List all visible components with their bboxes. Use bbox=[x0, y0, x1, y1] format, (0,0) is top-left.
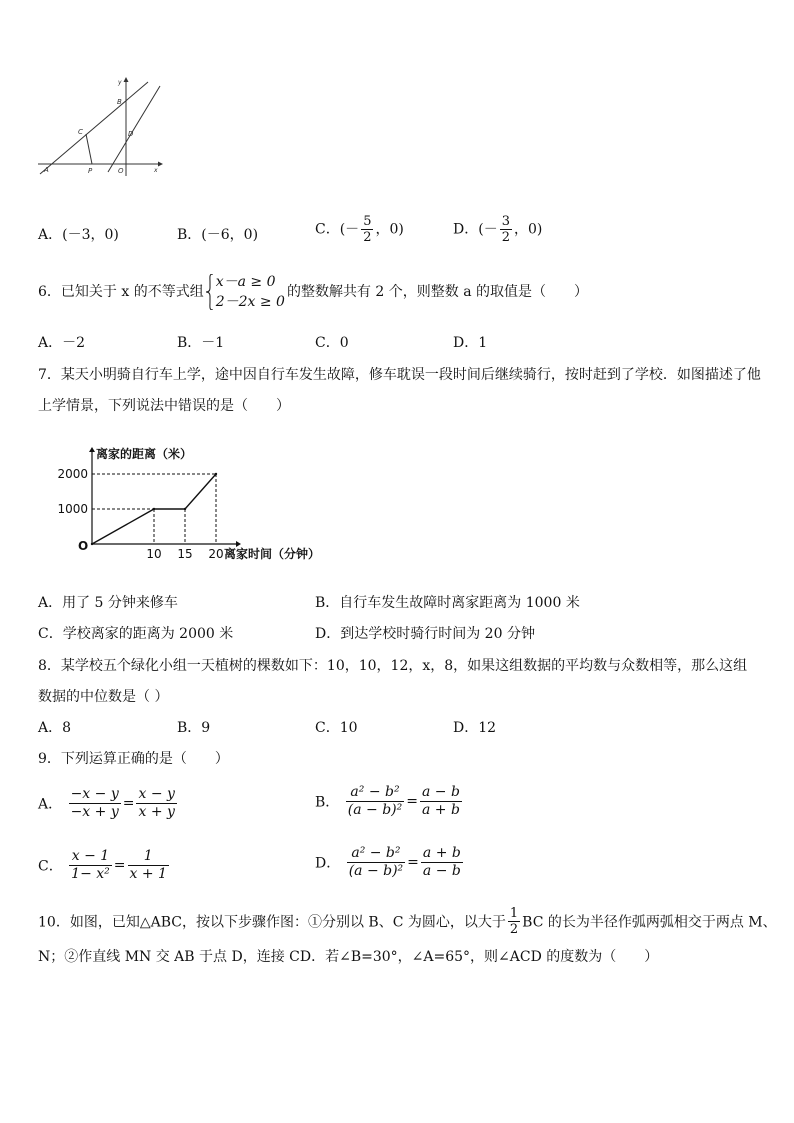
q9-option-b-den-left: (a − b)² bbox=[347, 802, 403, 818]
q6-option-b[interactable]: B．－1 bbox=[177, 335, 225, 351]
coordinate-figure bbox=[36, 76, 168, 180]
q8-option-d[interactable]: D．12 bbox=[453, 720, 497, 736]
q9-option-c-den-left: 1− x² bbox=[71, 866, 110, 882]
q9-option-c[interactable] bbox=[38, 848, 171, 883]
q6-stem bbox=[38, 272, 588, 312]
label-c: C bbox=[78, 128, 83, 136]
q9-option-a-num-right: x − y bbox=[138, 786, 175, 802]
q5-option-d-letter: D． bbox=[453, 221, 479, 238]
line-ab bbox=[40, 82, 148, 174]
q6-ineq-2: 2－2x ≥ 0 bbox=[215, 294, 285, 310]
q9-option-a-eq: = bbox=[122, 795, 135, 812]
q9-option-b-fraction-left bbox=[346, 784, 404, 819]
q10-den: 2 bbox=[509, 922, 519, 937]
q5-option-a[interactable] bbox=[38, 224, 119, 244]
chart-x-label: 离家时间（分钟） bbox=[224, 547, 321, 561]
chart-ytick-1000: 1000 bbox=[57, 502, 88, 516]
q9-option-d-den-left: (a − b)² bbox=[348, 863, 404, 879]
q5-option-d-fraction bbox=[500, 214, 512, 245]
q6-post: 的整数解共有 2 个，则整数 a 的取值是（ ） bbox=[286, 284, 589, 300]
q9-option-b-letter: B． bbox=[315, 794, 340, 811]
q5-option-d-num: 3 bbox=[501, 214, 510, 229]
label-d: D bbox=[128, 130, 134, 138]
q5-option-b-letter: B． bbox=[177, 227, 202, 243]
q9-option-b-num-left: a² − b² bbox=[346, 784, 404, 802]
q7-stem-line-1: 7．某天小明骑自行车上学，途中因自行车发生故障，修车耽误一段时间后继续骑行，按时赶到了学校．如图描述了他 bbox=[38, 367, 761, 383]
chart-xtick-20: 20 bbox=[208, 547, 224, 561]
q9-option-c-num-right: 1 bbox=[128, 848, 169, 866]
q6-ineq-1: x－a ≥ 0 bbox=[215, 274, 276, 290]
q9-option-d-letter: D． bbox=[315, 855, 341, 872]
q5-option-c-fraction bbox=[361, 214, 373, 245]
q5-option-d[interactable] bbox=[453, 214, 542, 245]
q9-option-d-den-right: a − b bbox=[422, 863, 461, 879]
q5-option-d-post: ，0) bbox=[513, 221, 543, 238]
q8-stem-line-2: 数据的中位数是（ ） bbox=[38, 689, 169, 705]
q7-option-c[interactable]: C．学校离家的距离为 2000 米 bbox=[38, 626, 234, 642]
q9-option-a-letter: A． bbox=[38, 796, 63, 813]
q5-option-c-den: 2 bbox=[363, 230, 372, 245]
q10-pre: 10．如图，已知△ABC，按以下步骤作图：①分别以 B、C 为圆心，以大于 bbox=[38, 914, 506, 931]
q9-option-a-fraction-left bbox=[69, 786, 121, 821]
q9-option-b-fraction-right bbox=[420, 784, 462, 819]
q5-option-c[interactable] bbox=[315, 214, 404, 245]
chart-xtick-10: 10 bbox=[146, 547, 162, 561]
label-b: B bbox=[117, 98, 122, 106]
label-o: O bbox=[118, 167, 124, 175]
q9-option-c-eq: = bbox=[113, 857, 126, 874]
chart-point-20 bbox=[215, 473, 217, 475]
q9-option-c-letter: C． bbox=[38, 858, 63, 875]
q5-option-c-letter: C． bbox=[315, 221, 340, 238]
q5-option-a-text: (－3，0) bbox=[62, 227, 119, 243]
distance-time-chart bbox=[40, 440, 350, 568]
q10-stem-line-1 bbox=[38, 906, 777, 937]
q6-inequality-system bbox=[206, 272, 285, 312]
q5-option-c-post: ，0) bbox=[375, 221, 404, 238]
q6-option-c[interactable]: C．0 bbox=[315, 335, 349, 351]
q9-option-d-fraction-right bbox=[421, 845, 463, 880]
q7-option-b[interactable]: B．自行车发生故障时离家距离为 1000 米 bbox=[315, 595, 580, 611]
q7-option-d[interactable]: D．到达学校时骑行时间为 20 分钟 bbox=[315, 626, 535, 642]
q9-option-a-den-right: x + y bbox=[138, 804, 175, 820]
q10-post: BC 的长为半径作弧两弧相交于两点 M、 bbox=[522, 914, 777, 931]
q8-option-b[interactable]: B．9 bbox=[177, 720, 211, 736]
chart-y-label: 离家的距离（米） bbox=[96, 447, 193, 461]
q9-option-d-fraction-left bbox=[347, 845, 405, 880]
q9-option-a-fraction-right bbox=[136, 786, 176, 821]
q5-option-d-den: 2 bbox=[501, 230, 510, 245]
chart-y-axis-arrow bbox=[89, 447, 95, 452]
q10-num: 1 bbox=[509, 906, 519, 921]
q6-option-a[interactable]: A．－2 bbox=[38, 335, 86, 351]
q5-option-b[interactable] bbox=[177, 224, 258, 244]
chart-point-15 bbox=[184, 508, 186, 510]
q10-fraction bbox=[508, 906, 520, 937]
q9-option-b-den-right: a + b bbox=[421, 802, 460, 818]
q7-stem-line-2: 上学情景，下列说法中错误的是（ ） bbox=[38, 398, 290, 414]
q9-option-c-den-right: x + 1 bbox=[129, 866, 167, 882]
q9-option-b-num-right: a − b bbox=[421, 784, 460, 800]
q9-option-a-den-left: −x + y bbox=[70, 804, 119, 820]
q9-stem: 9．下列运算正确的是（ ） bbox=[38, 751, 229, 767]
chart-xtick-15: 15 bbox=[177, 547, 193, 561]
q9-option-d-num-right: a + b bbox=[422, 845, 461, 861]
line-pd bbox=[108, 86, 160, 172]
q8-option-a[interactable]: A．8 bbox=[38, 720, 72, 736]
q6-pre: 6．已知关于 x 的不等式组 bbox=[38, 284, 204, 300]
q9-option-d-eq: = bbox=[407, 854, 419, 871]
q9-option-c-fraction-right bbox=[128, 848, 169, 883]
q9-option-d[interactable] bbox=[315, 845, 465, 880]
chart-origin-label: O bbox=[78, 539, 89, 553]
q9-option-d-num-left: a² − b² bbox=[347, 845, 405, 863]
q9-option-b[interactable] bbox=[315, 784, 464, 819]
q6-brace bbox=[206, 274, 214, 310]
q9-option-a[interactable] bbox=[38, 786, 179, 821]
label-y: y bbox=[118, 79, 122, 86]
q9-option-b-eq: = bbox=[406, 793, 418, 810]
label-x: x bbox=[154, 167, 158, 174]
q5-option-a-letter: A． bbox=[38, 227, 63, 243]
q9-option-c-fraction-left bbox=[69, 848, 112, 883]
x-axis-arrow bbox=[158, 162, 163, 167]
q8-option-c[interactable]: C．10 bbox=[315, 720, 358, 736]
y-axis-arrow bbox=[124, 77, 129, 82]
q6-option-d[interactable]: D．1 bbox=[453, 335, 488, 351]
q5-option-c-pre: (－ bbox=[339, 221, 360, 238]
q5-option-b-text: (－6，0) bbox=[201, 227, 259, 243]
q9-option-c-num-left: x − 1 bbox=[69, 848, 112, 866]
q10-stem-line-2: N；②作直线 MN 交 AB 于点 D，连接 CD．若∠B=30°，∠A=65°，则∠ACD 的度数为（ ） bbox=[38, 949, 659, 965]
q8-stem-line-1: 8．某学校五个绿化小组一天植树的棵数如下：10，10，12，x，8，如果这组数据的平均数与众数相等，那么这组 bbox=[38, 658, 748, 674]
label-p: P bbox=[88, 167, 93, 175]
q7-option-a[interactable]: A．用了 5 分钟来修车 bbox=[38, 595, 178, 611]
chart-ytick-2000: 2000 bbox=[57, 467, 88, 481]
q5-option-d-pre: (－ bbox=[478, 221, 498, 238]
q5-option-c-num: 5 bbox=[363, 214, 372, 229]
segment-pc bbox=[86, 134, 92, 164]
q9-option-a-num-left: −x − y bbox=[70, 786, 119, 802]
label-a: A bbox=[44, 166, 49, 174]
chart-point-10 bbox=[153, 508, 155, 510]
chart-point-0 bbox=[91, 543, 93, 545]
